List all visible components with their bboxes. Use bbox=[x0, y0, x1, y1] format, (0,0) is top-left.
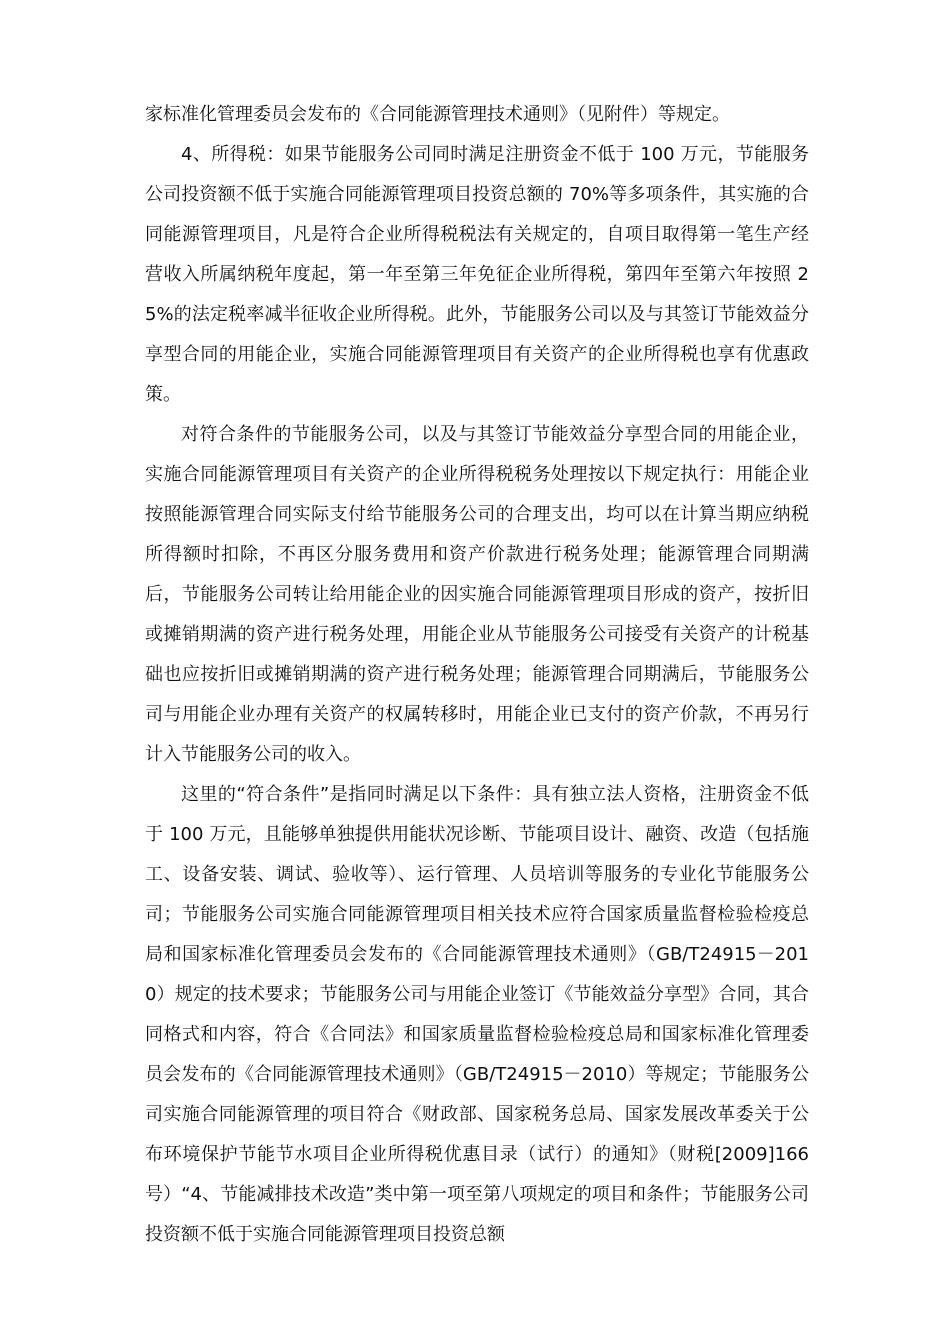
paragraph-tax-treatment: 对符合条件的节能服务公司，以及与其签订节能效益分享型合同的用能企业，实施合同能源管理项目有关资产的企业所得税税务处理按以下规定执行：用能企业按照能源管理合同实际支付给节能服务公司的合理支出，均可以在计算当期应纳税所得额时扣除，不再区分服务费用和资产价款进行税务处理；能源管理合同期满后，节能服务公司转让给用能企业的因实施合同能源管理项目形成的资产，按折旧或摊销期满的资产进行税务处理，用能企业从节能服务公司接受有关资产的计税基础也应按折旧或摊销期满的资产进行税务处理；能源管理合同期满后，节能服务公司与用能企业办理有关资产的权属转移时，用能企业已支付的资产价款，不再另行计入节能服务公司的收入。 bbox=[145, 424, 809, 765]
paragraph-qualifying-conditions: 这里的“符合条件”是指同时满足以下条件：具有独立法人资格，注册资金不低于 100 万元，且能够单独提供用能状况诊断、节能项目设计、融资、改造（包括施工、设备安装、调试、验收等）、运行管理、人员培训等服务的专业化节能服务公司；节能服务公司实施合同能源管理项目相关技术应符合国家质量监督检验检疫总局和国家标准化管理委员会发布的《合同能源管理技术通则》（GB/T24915－2010）规定的技术要求；节能服务公司与用能企业签订《节能效益分享型》合同，其合同格式和内容，符合《合同法》和国家质量监督检验检疫总局和国家标准化管理委员会发布的《合同能源管理技术通则》（GB/T24915－2010）等规定；节能服务公司实施合同能源管理的项目符合《财政部、国家税务总局、国家发展改革委关于公布环境保护节能节水项目企业所得税优惠目录（试行）的通知》（财税[2009]166 号）“4、节能减排技术改造”类中第一项至第八项规定的项目和条件；节能服务公司投资额不低于实施合同能源管理项目投资总额 bbox=[145, 784, 809, 1245]
paragraph-income-tax: 4、所得税：如果节能服务公司同时满足注册资金不低于 100 万元，节能服务公司投资额不低于实施合同能源管理项目投资总额的 70%等多项条件，其实施的合同能源管理项目，凡是符合企业所得税税法有关规定的，自项目取得第一笔生产经营收入所属纳税年度起，第一年至第三年免征企业所得税，第四年至第六年按照 25%的法定税率减半征收企业所得税。此外，节能服务公司以及与其签订节能效益分享型合同的用能企业，实施合同能源管理项目有关资产的企业所得税也享有优惠政策。 bbox=[145, 144, 809, 405]
document-page bbox=[145, 95, 809, 1255]
paragraph-continuation: 家标准化管理委员会发布的《合同能源管理技术通则》（见附件）等规定。 bbox=[145, 104, 730, 125]
